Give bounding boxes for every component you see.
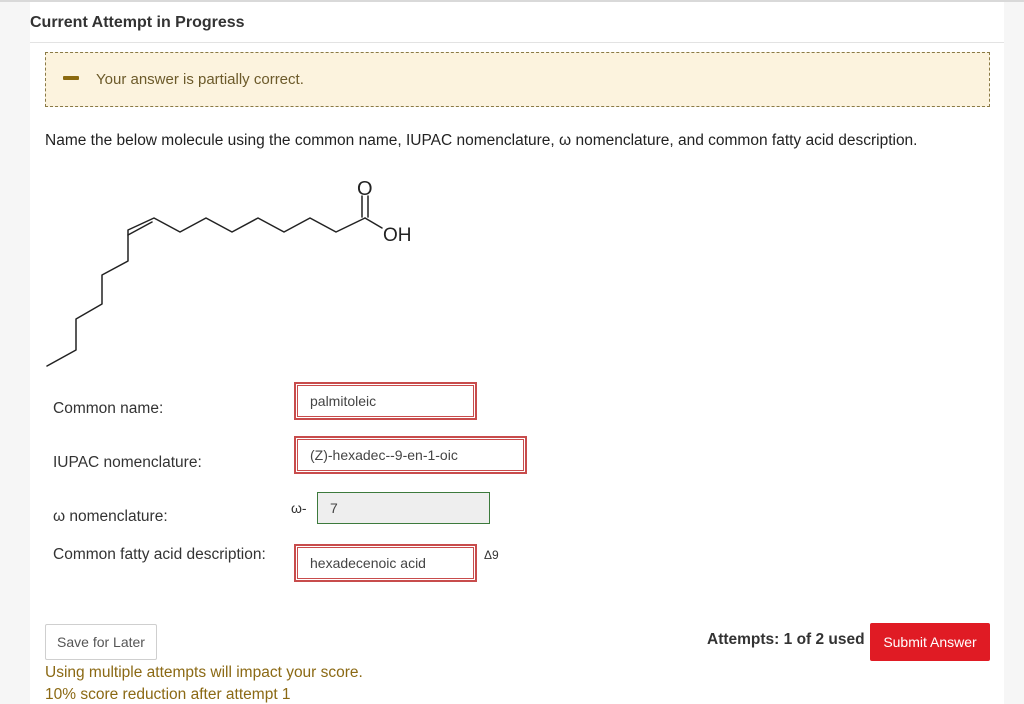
fatty-acid-label: Common fatty acid description: xyxy=(53,546,266,563)
feedback-message: Your answer is partially correct. xyxy=(96,71,304,88)
common-name-label: Common name: xyxy=(53,400,164,417)
iupac-input[interactable]: (Z)-hexadec--9-en-1-oic xyxy=(297,439,524,471)
question-text: Name the below molecule using the common name, IUPAC nomenclature, ω nomenclature, and common fatty acid description. xyxy=(45,132,918,149)
common-name-input[interactable]: palmitoleic xyxy=(297,385,474,417)
molecule-structure xyxy=(40,176,430,376)
hydroxyl-bond xyxy=(365,218,382,228)
iupac-label: IUPAC nomenclature: xyxy=(53,454,202,471)
delta-suffix: Δ9 xyxy=(484,548,499,562)
attempts-warning: Using multiple attempts will impact your score. xyxy=(45,664,363,681)
omega-input[interactable]: 7 xyxy=(317,492,490,524)
carbon-chain xyxy=(47,218,365,366)
submit-answer-button[interactable]: Submit Answer xyxy=(870,623,990,661)
partial-correct-icon xyxy=(63,76,79,80)
feedback-banner xyxy=(45,52,990,107)
omega-label: ω nomenclature: xyxy=(53,508,168,525)
omega-prefix: ω- xyxy=(291,500,307,516)
title-divider xyxy=(30,42,1004,43)
oxygen-atom-label: O xyxy=(357,178,373,200)
score-reduction-note: 10% score reduction after attempt 1 xyxy=(45,686,291,703)
save-for-later-button[interactable]: Save for Later xyxy=(45,624,157,660)
attempts-counter: Attempts: 1 of 2 used xyxy=(707,631,865,648)
hydroxyl-label: OH xyxy=(383,225,412,246)
fatty-acid-input[interactable]: hexadecenoic acid xyxy=(297,547,474,579)
page-title: Current Attempt in Progress xyxy=(30,14,245,31)
